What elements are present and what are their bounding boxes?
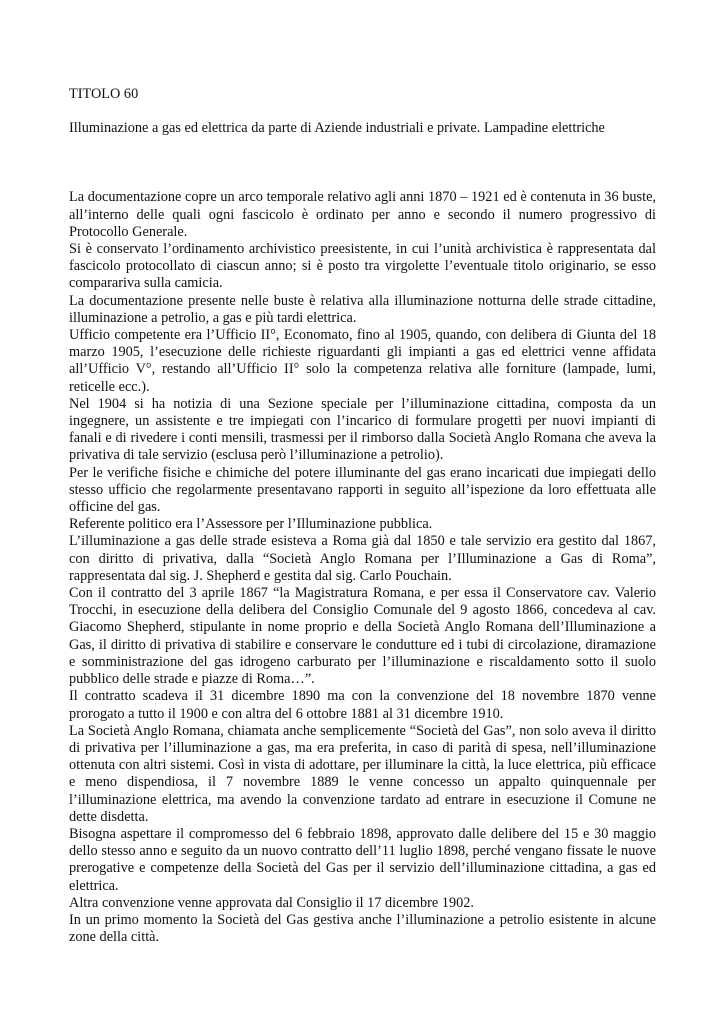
document-title: TITOLO 60 <box>69 86 139 102</box>
paragraph: In un primo momento la Società del Gas gestiva anche l’illuminazione a petrolio esistente in alcune zone della città. <box>69 911 656 946</box>
paragraph: Il contratto scadeva il 31 dicembre 1890 ma con la convenzione del 18 novembre 1870 venne prorogato a tutto il 1900 e con altra del 6 ottobre 1881 al 31 dicembre 1910. <box>69 688 656 722</box>
paragraph: Nel 1904 si ha notizia di una Sezione speciale per l’illuminazione cittadina, composta da un ingegnere, un assistente e tre impiegati con l’incarico di formulare progetti per nuovi impianti di fanali e di rivedere i conti mensili, trasmessi per il rimborso dalla Società Anglo Romana che aveva la privativa di tale servizio (esclusa però l’illuminazione a petrolio). <box>69 395 656 464</box>
paragraph: Referente politico era l’Assessore per l’Illuminazione pubblica. <box>69 516 433 533</box>
paragraph: Bisogna aspettare il compromesso del 6 febbraio 1898, approvato dalle delibere del 15 e 30 maggio dello stesso anno e seguito da un nuovo contratto dell’11 luglio 1898, perché vengano fissate le nuove prerogative e competenze della Società del Gas per il servizio dell’illuminazione cittadina, a gas ed elettrica. <box>69 825 656 894</box>
paragraph: Per le verifiche fisiche e chimiche del potere illuminante del gas erano incaricati due impiegati dello stesso ufficio che regolarmente presentavano rapporti in seguito all’ispezione da loro effettuata alle officine del gas. <box>69 464 656 516</box>
paragraph: L’illuminazione a gas delle strade esisteva a Roma già dal 1850 e tale servizio era gestito dal 1867, con diritto di privativa, dalla “Società Anglo Romana per l’Illuminazione a Gas di Roma”, rappresentata dal sig. J. Shepherd e gestita dal sig. Carlo Pouchain. <box>69 533 656 584</box>
paragraph: La Società Anglo Romana, chiamata anche semplicemente “Società del Gas”, non solo aveva il diritto di privativa per l’illuminazione a gas, ma era preferita, in caso di parità di spesa, nell’illuminazione ottenuta con altri sistemi. Così in vista di adottare, per illuminare la città, la luce elettrica, più efficace e meno dispendiosa, il 7 novembre 1889 le venne concesso un appalto quinquennale per l’illuminazione elettrica, ma avendo la convenzione tardato ad entrare in esecuzione il Comune ne dette disdetta. <box>69 722 656 825</box>
paragraph: Con il contratto del 3 aprile 1867 “la Magistratura Romana, e per essa il Conservatore cav. Valerio Trocchi, in esecuzione della delibera del Consiglio Comunale del 9 agosto 1866, concedeva al cav. Giacomo Shepherd, stipulante in nome proprio e della Società Anglo Romana dell’Illuminazione a Gas, il diritto di privativa di stabilire e conservare le condutture ed i tubi di circolazione, diramazione e somministrazione del gas idrogeno carburato per l’illuminazione e riscaldamento sotto il suolo pubblico delle strade e piazze di Roma…”. <box>69 585 656 688</box>
document-page <box>69 86 656 946</box>
paragraph: La documentazione presente nelle buste è relativa alla illuminazione notturna delle strade cittadine, illuminazione a petrolio, a gas e più tardi elettrica. <box>69 292 656 326</box>
paragraph: La documentazione copre un arco temporale relativo agli anni 1870 – 1921 ed è contenuta in 36 buste, all’interno delle quali ogni fascicolo è ordinato per anno e secondo il numero progressivo di Protocollo Generale. <box>69 189 656 240</box>
document-body <box>69 189 656 946</box>
document-subtitle: Illuminazione a gas ed elettrica da parte di Aziende industriali e private. Lampadine elettriche <box>69 120 605 137</box>
paragraph: Altra convenzione venne approvata dal Consiglio il 17 dicembre 1902. <box>69 894 474 911</box>
paragraph: Si è conservato l’ordinamento archivistico preesistente, in cui l’unità archivistica è rappresentata dal fascicolo protocollato di ciascun anno; si è posto tra virgolette l’eventuale titolo originario, se esso comparariva sulla camicia. <box>69 241 656 292</box>
paragraph: Ufficio competente era l’Ufficio II°, Economato, fino al 1905, quando, con delibera di Giunta del 18 marzo 1905, l’esecuzione delle richieste riguardanti gli impianti a gas ed elettrici venne affidata all’Ufficio V°, restando all’Ufficio II° solo la competenza relativa alle forniture (lampade, lumi, reticelle ecc.). <box>69 327 656 395</box>
